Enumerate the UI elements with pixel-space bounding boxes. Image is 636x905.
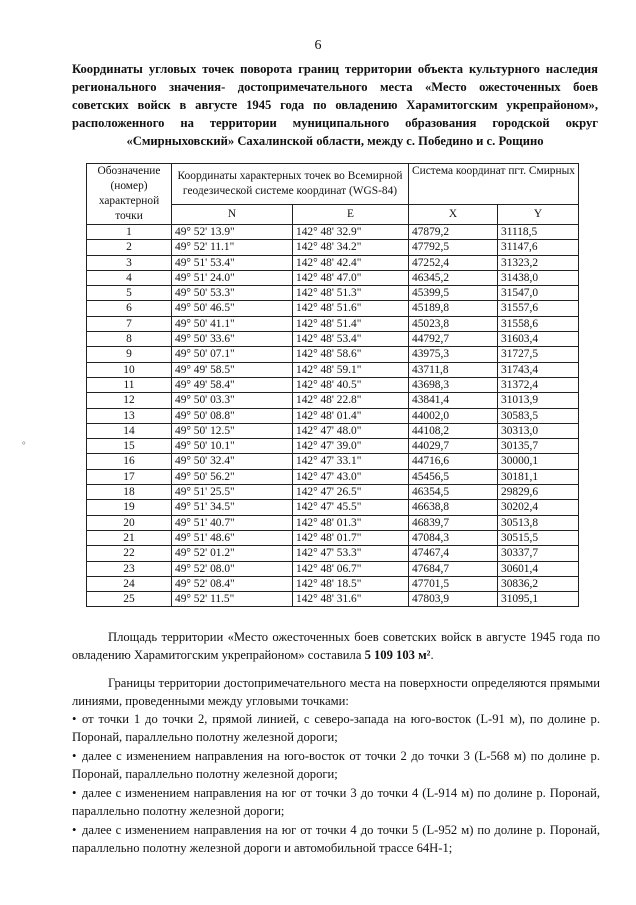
cell-n: 49° 51' 40.7" [172,515,293,530]
cell-n: 49° 50' 41.1" [172,316,293,331]
cell-x: 47467,4 [409,546,498,561]
cell-y: 31323,2 [498,255,579,270]
boundaries-intro: Границы территории достопримечательного места на поверхности определяются прямыми линиями, проведенными между угловыми точками: [72,676,600,708]
cell-y: 30601,4 [498,561,579,576]
cell-x: 46345,2 [409,270,498,285]
header-y: Y [498,204,579,224]
cell-n: 49° 52' 11.5" [172,592,293,607]
area-end: . [430,648,434,662]
cell-y: 30583,5 [498,408,579,423]
area-value: 5 109 103 м² [364,648,431,662]
cell-e: 142° 48' 01.7" [293,530,409,545]
list-item [72,747,600,783]
cell-x: 44002,0 [409,408,498,423]
cell-point-number: 11 [87,377,172,392]
cell-x: 43975,3 [409,347,498,362]
table-row [87,561,579,576]
cell-y: 29829,6 [498,485,579,500]
cell-e: 142° 48' 47.0" [293,270,409,285]
cell-point-number: 8 [87,332,172,347]
cell-n: 49° 51' 25.5" [172,485,293,500]
cell-y: 31147,6 [498,240,579,255]
cell-e: 142° 48' 22.8" [293,393,409,408]
table-row [87,255,579,270]
cell-n: 49° 50' 10.1" [172,439,293,454]
cell-n: 49° 52' 13.9" [172,225,293,240]
table-row [87,347,579,362]
cell-e: 142° 48' 51.3" [293,286,409,301]
page-number: 6 [314,38,322,53]
cell-x: 47684,7 [409,561,498,576]
area-text: Площадь территории «Место ожесточенных боев советских войск в августе 1945 года по овладению Харамитогским укрепрайоном» составила [72,630,600,662]
table-row [87,393,579,408]
cell-x: 46354,5 [409,485,498,500]
cell-y: 30515,5 [498,530,579,545]
cell-point-number: 24 [87,576,172,591]
cell-x: 47701,5 [409,576,498,591]
cell-x: 45399,5 [409,286,498,301]
cell-n: 49° 52' 08.4" [172,576,293,591]
cell-point-number: 21 [87,530,172,545]
area-paragraph [72,628,600,664]
table-row [87,546,579,561]
bullet-icon: • [72,712,77,726]
cell-n: 49° 52' 11.1" [172,240,293,255]
cell-n: 49° 51' 24.0" [172,270,293,285]
cell-y: 30337,7 [498,546,579,561]
table-row [87,515,579,530]
cell-y: 30836,2 [498,576,579,591]
table-row [87,240,579,255]
header-point-designation: Обозначение (номер) характерной точки [87,164,172,225]
table-row [87,485,579,500]
table-row [87,225,579,240]
cell-x: 44716,6 [409,454,498,469]
cell-x: 47252,4 [409,255,498,270]
cell-x: 44792,7 [409,332,498,347]
cell-e: 142° 47' 53.3" [293,546,409,561]
cell-point-number: 4 [87,270,172,285]
cell-y: 31095,1 [498,592,579,607]
cell-e: 142° 47' 39.0" [293,439,409,454]
cell-point-number: 14 [87,423,172,438]
cell-point-number: 5 [87,286,172,301]
cell-x: 47879,2 [409,225,498,240]
cell-x: 47803,9 [409,592,498,607]
table-row [87,301,579,316]
cell-point-number: 2 [87,240,172,255]
header-wgs84-coordinates: Координаты характерных точек во Всемирной геодезической системе координат (WGS-84) [172,164,409,205]
cell-n: 49° 52' 01.2" [172,546,293,561]
table-row [87,592,579,607]
cell-point-number: 7 [87,316,172,331]
table-row [87,316,579,331]
cell-e: 142° 48' 53.4" [293,332,409,347]
header-n: N [172,204,293,224]
table-row [87,362,579,377]
header-x: X [409,204,498,224]
cell-point-number: 6 [87,301,172,316]
table-row [87,530,579,545]
cell-e: 142° 48' 42.4" [293,255,409,270]
cell-e: 142° 48' 31.6" [293,592,409,607]
cell-x: 45456,5 [409,469,498,484]
cell-e: 142° 48' 32.9" [293,225,409,240]
table-row [87,423,579,438]
boundary-segment-text: от точки 1 до точки 2, прямой линией, с северо-запада на юго-восток (L-91 м), по долине р. Поронай, параллельно полотну железной дороги; [72,712,600,744]
list-item [72,821,600,857]
cell-e: 142° 47' 33.1" [293,454,409,469]
cell-e: 142° 48' 06.7" [293,561,409,576]
document-title: Координаты угловых точек поворота границ территории объекта культурного наследия регионального значения- достопримечательного места «Место ожесточенных боев советских войск в августе 1945 года по овладению Харамитогским укрепрайоном», расположенного на территории муниципального образования городской округ «Смирныховский» Сахалинской области, между с. Победино и с. Рощино [72,62,598,148]
cell-point-number: 12 [87,393,172,408]
cell-e: 142° 48' 01.3" [293,515,409,530]
coordinates-table [86,163,579,607]
cell-e: 142° 48' 58.6" [293,347,409,362]
cell-n: 49° 49' 58.4" [172,377,293,392]
table-row [87,576,579,591]
cell-y: 31547,0 [498,286,579,301]
cell-y: 31013,9 [498,393,579,408]
cell-point-number: 17 [87,469,172,484]
cell-y: 31372,4 [498,377,579,392]
boundary-segment-text: далее с изменением направления на юг от точки 4 до точки 5 (L-952 м) по долине р. Поронай, параллельно полотну железной дороги и автомобильной трассе 64Н-1; [72,823,600,855]
table-row [87,408,579,423]
cell-e: 142° 47' 48.0" [293,423,409,438]
table-row [87,439,579,454]
cell-n: 49° 52' 08.0" [172,561,293,576]
cell-y: 31118,5 [498,225,579,240]
cell-x: 47792,5 [409,240,498,255]
cell-n: 49° 50' 12.5" [172,423,293,438]
cell-y: 31558,6 [498,316,579,331]
cell-point-number: 19 [87,500,172,515]
cell-y: 31438,0 [498,270,579,285]
bullet-icon: • [72,823,77,837]
cell-e: 142° 48' 51.4" [293,316,409,331]
boundary-segment-text: далее с изменением направления на юг от точки 3 до точки 4 (L-914 м) по долине р. Поронай, параллельно полотну железной дороги; [72,786,600,818]
cell-x: 47084,3 [409,530,498,545]
cell-y: 31603,4 [498,332,579,347]
cell-x: 46839,7 [409,515,498,530]
cell-n: 49° 50' 32.4" [172,454,293,469]
cell-y: 30313,0 [498,423,579,438]
table-row [87,377,579,392]
cell-y: 30181,1 [498,469,579,484]
cell-point-number: 23 [87,561,172,576]
cell-n: 49° 50' 56.2" [172,469,293,484]
cell-n: 49° 50' 03.3" [172,393,293,408]
table-row [87,270,579,285]
cell-y: 31557,6 [498,301,579,316]
cell-n: 49° 50' 07.1" [172,347,293,362]
cell-y: 30000,1 [498,454,579,469]
cell-y: 30135,7 [498,439,579,454]
cell-e: 142° 47' 45.5" [293,500,409,515]
cell-n: 49° 50' 33.6" [172,332,293,347]
bullet-icon: • [72,786,77,800]
cell-point-number: 1 [87,225,172,240]
cell-e: 142° 48' 40.5" [293,377,409,392]
table-row [87,332,579,347]
cell-x: 45023,8 [409,316,498,331]
cell-x: 44029,7 [409,439,498,454]
cell-point-number: 18 [87,485,172,500]
cell-point-number: 9 [87,347,172,362]
cell-e: 142° 48' 51.6" [293,301,409,316]
cell-n: 49° 50' 46.5" [172,301,293,316]
cell-e: 142° 47' 26.5" [293,485,409,500]
cell-e: 142° 48' 01.4" [293,408,409,423]
cell-x: 43841,4 [409,393,498,408]
table-row [87,454,579,469]
cell-y: 30513,8 [498,515,579,530]
cell-n: 49° 49' 58.5" [172,362,293,377]
cell-point-number: 13 [87,408,172,423]
list-item [72,710,600,746]
cell-n: 49° 51' 53.4" [172,255,293,270]
cell-x: 44108,2 [409,423,498,438]
cell-n: 49° 50' 08.8" [172,408,293,423]
cell-point-number: 20 [87,515,172,530]
cell-point-number: 3 [87,255,172,270]
table-row [87,469,579,484]
cell-x: 45189,8 [409,301,498,316]
header-local-coordinates: Система координат пгт. Смирных [409,164,579,205]
cell-n: 49° 51' 34.5" [172,500,293,515]
cell-n: 49° 50' 53.3" [172,286,293,301]
cell-x: 46638,8 [409,500,498,515]
cell-point-number: 10 [87,362,172,377]
scan-artifact-mark: ° [22,440,26,450]
table-row [87,500,579,515]
cell-y: 31727,5 [498,347,579,362]
cell-point-number: 25 [87,592,172,607]
cell-e: 142° 47' 43.0" [293,469,409,484]
cell-y: 31743,4 [498,362,579,377]
cell-point-number: 22 [87,546,172,561]
cell-e: 142° 48' 59.1" [293,362,409,377]
list-item [72,784,600,820]
cell-x: 43698,3 [409,377,498,392]
cell-e: 142° 48' 18.5" [293,576,409,591]
header-e: E [293,204,409,224]
boundaries-list [72,710,600,858]
bullet-icon: • [72,749,77,763]
table-row [87,286,579,301]
cell-point-number: 16 [87,454,172,469]
boundary-segment-text: далее с изменением направления на юго-восток от точки 2 до точки 3 (L-568 м) по долине р. Поронай, параллельно полотну железной дороги; [72,749,600,781]
cell-n: 49° 51' 48.6" [172,530,293,545]
cell-point-number: 15 [87,439,172,454]
cell-y: 30202,4 [498,500,579,515]
cell-e: 142° 48' 34.2" [293,240,409,255]
cell-x: 43711,8 [409,362,498,377]
